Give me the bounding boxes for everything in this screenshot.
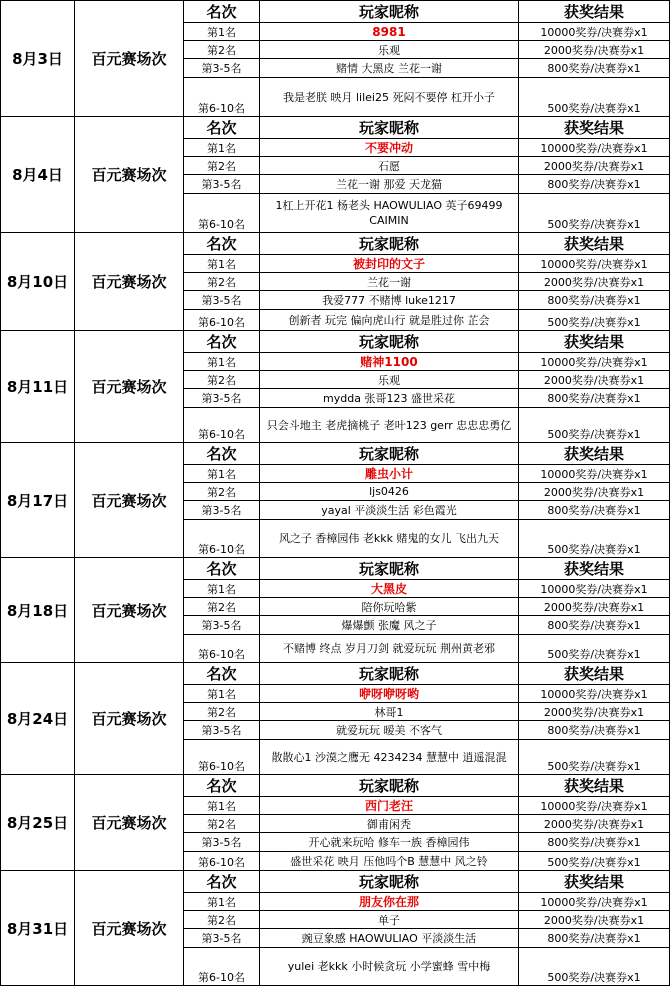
prize-cell: 800奖券/决赛券x1 xyxy=(519,616,670,635)
event-date: 8月10日 xyxy=(1,233,75,331)
prize-cell: 2000奖券/决赛券x1 xyxy=(519,815,670,833)
player-names: yayal 平淡淡生活 彩色霞光 xyxy=(260,501,519,520)
prize-cell: 800奖券/决赛券x1 xyxy=(519,501,670,520)
event-type: 百元赛场次 xyxy=(75,443,184,558)
player-names xyxy=(260,408,519,443)
prize-header: 获奖结果 xyxy=(519,233,670,255)
rank-cell: 第3-5名 xyxy=(184,929,260,948)
player-names: 我爱777 不赌博 luke1217 xyxy=(260,291,519,310)
rank-cell: 第3-5名 xyxy=(184,721,260,740)
player-names-text: 风之子 香樟园伟 老kkk 赌鬼的女儿 飞出九天 xyxy=(278,532,500,545)
rank-cell: 第1名 xyxy=(184,23,260,41)
prize-cell: 800奖券/决赛券x1 xyxy=(519,291,670,310)
event-type: 百元赛场次 xyxy=(75,1,184,117)
rank-cell: 第6-10名 xyxy=(184,740,260,775)
prize-cell: 10000奖券/决赛券x1 xyxy=(519,23,670,41)
event-header-row xyxy=(1,663,670,685)
event-header-row xyxy=(1,558,670,580)
prize-header: 获奖结果 xyxy=(519,331,670,353)
rank-cell: 第1名 xyxy=(184,465,260,483)
rank-cell: 第3-5名 xyxy=(184,833,260,852)
rank-header: 名次 xyxy=(184,331,260,353)
event-type: 百元赛场次 xyxy=(75,663,184,775)
rank-cell: 第3-5名 xyxy=(184,616,260,635)
rank-cell: 第2名 xyxy=(184,371,260,389)
event-type: 百元赛场次 xyxy=(75,871,184,986)
results-body xyxy=(1,1,670,986)
event-header-row xyxy=(1,1,670,23)
rank-cell: 第1名 xyxy=(184,797,260,815)
prize-cell: 800奖券/决赛券x1 xyxy=(519,929,670,948)
event-date: 8月17日 xyxy=(1,443,75,558)
prize-cell: 500奖券/决赛券x1 xyxy=(519,520,670,558)
player-names xyxy=(260,520,519,558)
rank-cell: 第1名 xyxy=(184,255,260,273)
player-names: 石愿 xyxy=(260,157,519,175)
prize-cell: 2000奖券/决赛券x1 xyxy=(519,41,670,59)
player-names: 乐观 xyxy=(260,371,519,389)
player-names xyxy=(260,948,519,986)
player-names: 单子 xyxy=(260,911,519,929)
event-header-row xyxy=(1,775,670,797)
rank-header: 名次 xyxy=(184,117,260,139)
prize-header: 获奖结果 xyxy=(519,558,670,580)
prize-cell: 2000奖券/决赛券x1 xyxy=(519,703,670,721)
prize-cell: 10000奖券/决赛券x1 xyxy=(519,353,670,371)
prize-header: 获奖结果 xyxy=(519,443,670,465)
player-names: 豌豆象感 HAOWULIAO 平淡淡生活 xyxy=(260,929,519,948)
prize-cell: 500奖券/决赛券x1 xyxy=(519,408,670,443)
prize-header: 获奖结果 xyxy=(519,117,670,139)
event-type: 百元赛场次 xyxy=(75,775,184,871)
prize-cell: 800奖券/决赛券x1 xyxy=(519,833,670,852)
rank-cell: 第3-5名 xyxy=(184,59,260,78)
champion-name: 被封印的文子 xyxy=(260,255,519,273)
event-date: 8月11日 xyxy=(1,331,75,443)
prize-header: 获奖结果 xyxy=(519,775,670,797)
rank-cell: 第2名 xyxy=(184,703,260,721)
rank-header: 名次 xyxy=(184,663,260,685)
prize-cell: 10000奖券/决赛券x1 xyxy=(519,893,670,911)
player-names-text: 盛世采花 映月 压他吗个B 慧慧中 风之铃 xyxy=(290,854,488,868)
event-header-row xyxy=(1,443,670,465)
player-names: 陪你玩哈紫 xyxy=(260,598,519,616)
player-names xyxy=(260,852,519,871)
prize-cell: 2000奖券/决赛券x1 xyxy=(519,273,670,291)
name-header: 玩家昵称 xyxy=(260,871,519,893)
rank-header: 名次 xyxy=(184,1,260,23)
prize-cell: 500奖券/决赛券x1 xyxy=(519,852,670,871)
event-date: 8月18日 xyxy=(1,558,75,663)
player-names-text: 我是老朕 映月 lilei25 死闷不要停 杠开小子 xyxy=(283,90,495,104)
champion-name: 不要冲动 xyxy=(260,139,519,157)
player-names xyxy=(260,740,519,775)
rank-cell: 第1名 xyxy=(184,353,260,371)
player-names-text: 不赌博 终点 岁月刀剑 就爱玩玩 荆州黄老邪 xyxy=(283,642,495,655)
player-names xyxy=(260,194,519,233)
prize-cell: 2000奖券/决赛券x1 xyxy=(519,157,670,175)
rank-cell: 第2名 xyxy=(184,598,260,616)
event-header-row xyxy=(1,233,670,255)
prize-cell: 500奖券/决赛券x1 xyxy=(519,310,670,331)
prize-cell: 800奖券/决赛券x1 xyxy=(519,175,670,194)
name-header: 玩家昵称 xyxy=(260,1,519,23)
player-names-text: 1杠上开花1 杨老头 HAOWULIAO 英子69499 CAIMIN xyxy=(275,199,503,227)
prize-cell: 10000奖券/决赛券x1 xyxy=(519,255,670,273)
event-date: 8月24日 xyxy=(1,663,75,775)
event-header-row xyxy=(1,117,670,139)
prize-cell: 2000奖券/决赛券x1 xyxy=(519,371,670,389)
player-names: 乐观 xyxy=(260,41,519,59)
rank-header: 名次 xyxy=(184,871,260,893)
player-names-text: yulei 老kkk 小时候贪玩 小学蜜蜂 雪中梅 xyxy=(287,960,491,973)
champion-name: 雕虫小计 xyxy=(260,465,519,483)
rank-header: 名次 xyxy=(184,233,260,255)
prize-cell: 10000奖券/决赛券x1 xyxy=(519,139,670,157)
rank-cell: 第1名 xyxy=(184,685,260,703)
event-header-row xyxy=(1,871,670,893)
event-date: 8月25日 xyxy=(1,775,75,871)
prize-cell: 2000奖券/决赛券x1 xyxy=(519,598,670,616)
player-names: 开心就来玩哈 修车一族 香樟园伟 xyxy=(260,833,519,852)
event-type: 百元赛场次 xyxy=(75,331,184,443)
rank-cell: 第3-5名 xyxy=(184,175,260,194)
champion-name: 8981 xyxy=(260,23,519,41)
event-type: 百元赛场次 xyxy=(75,233,184,331)
player-names: ljs0426 xyxy=(260,483,519,501)
prize-cell: 10000奖券/决赛券x1 xyxy=(519,797,670,815)
rank-cell: 第6-10名 xyxy=(184,408,260,443)
rank-cell: 第2名 xyxy=(184,911,260,929)
rank-cell: 第1名 xyxy=(184,139,260,157)
rank-cell: 第1名 xyxy=(184,893,260,911)
rank-cell: 第6-10名 xyxy=(184,310,260,331)
prize-header: 获奖结果 xyxy=(519,1,670,23)
prize-cell: 10000奖券/决赛券x1 xyxy=(519,685,670,703)
player-names: 兰花一谢 xyxy=(260,273,519,291)
rank-cell: 第2名 xyxy=(184,815,260,833)
player-names: 御甫闲秃 xyxy=(260,815,519,833)
champion-name: 大黑皮 xyxy=(260,580,519,598)
player-names-text: 创新者 玩完 偏向虎山行 就是胜过你 芷会 xyxy=(288,313,490,327)
rank-cell: 第2名 xyxy=(184,483,260,501)
name-header: 玩家昵称 xyxy=(260,663,519,685)
player-names: 就爱玩玩 暧美 不客气 xyxy=(260,721,519,740)
name-header: 玩家昵称 xyxy=(260,331,519,353)
player-names xyxy=(260,310,519,331)
rank-cell: 第1名 xyxy=(184,580,260,598)
champion-name: 赌神1100 xyxy=(260,353,519,371)
prize-cell: 500奖券/决赛券x1 xyxy=(519,948,670,986)
event-type: 百元赛场次 xyxy=(75,117,184,233)
player-names: 兰花一谢 那爱 天龙猫 xyxy=(260,175,519,194)
player-names-text: 只会斗地主 老虎摘桃子 老叶123 gerr 忠忠忠勇亿 xyxy=(266,418,512,432)
prize-cell: 500奖券/决赛券x1 xyxy=(519,194,670,233)
event-header-row xyxy=(1,331,670,353)
prize-header: 获奖结果 xyxy=(519,663,670,685)
rank-cell: 第2名 xyxy=(184,273,260,291)
rank-cell: 第6-10名 xyxy=(184,194,260,233)
player-names: 赌情 大黑皮 兰花一谢 xyxy=(260,59,519,78)
prize-cell: 2000奖券/决赛券x1 xyxy=(519,483,670,501)
player-names-text: 散散心1 沙漠之鹰无 4234234 慧慧中 逍遥混混 xyxy=(271,750,507,764)
rank-header: 名次 xyxy=(184,775,260,797)
prize-cell: 2000奖券/决赛券x1 xyxy=(519,911,670,929)
name-header: 玩家昵称 xyxy=(260,558,519,580)
prize-cell: 10000奖券/决赛券x1 xyxy=(519,465,670,483)
prize-cell: 500奖券/决赛券x1 xyxy=(519,635,670,663)
name-header: 玩家昵称 xyxy=(260,117,519,139)
prize-cell: 10000奖券/决赛券x1 xyxy=(519,580,670,598)
rank-cell: 第2名 xyxy=(184,157,260,175)
rank-header: 名次 xyxy=(184,558,260,580)
name-header: 玩家昵称 xyxy=(260,775,519,797)
player-names xyxy=(260,78,519,117)
rank-cell: 第6-10名 xyxy=(184,948,260,986)
rank-cell: 第6-10名 xyxy=(184,852,260,871)
champion-name: 朋友你在那 xyxy=(260,893,519,911)
champion-name: 咿呀咿呀哟 xyxy=(260,685,519,703)
prize-cell: 800奖券/决赛券x1 xyxy=(519,721,670,740)
player-names: 爆爆颤 张魔 风之子 xyxy=(260,616,519,635)
player-names: 林哥1 xyxy=(260,703,519,721)
name-header: 玩家昵称 xyxy=(260,233,519,255)
event-date: 8月3日 xyxy=(1,1,75,117)
prize-cell: 500奖券/决赛券x1 xyxy=(519,740,670,775)
prize-cell: 500奖券/决赛券x1 xyxy=(519,78,670,117)
rank-cell: 第2名 xyxy=(184,41,260,59)
rank-cell: 第3-5名 xyxy=(184,291,260,310)
rank-header: 名次 xyxy=(184,443,260,465)
player-names xyxy=(260,635,519,663)
champion-name: 西门老汪 xyxy=(260,797,519,815)
event-date: 8月31日 xyxy=(1,871,75,986)
rank-cell: 第6-10名 xyxy=(184,635,260,663)
event-type: 百元赛场次 xyxy=(75,558,184,663)
prize-cell: 800奖券/决赛券x1 xyxy=(519,389,670,408)
event-date: 8月4日 xyxy=(1,117,75,233)
name-header: 玩家昵称 xyxy=(260,443,519,465)
prize-cell: 800奖券/决赛券x1 xyxy=(519,59,670,78)
rank-cell: 第6-10名 xyxy=(184,78,260,117)
prize-header: 获奖结果 xyxy=(519,871,670,893)
player-names: mydda 张哥123 盛世采花 xyxy=(260,389,519,408)
rank-cell: 第3-5名 xyxy=(184,389,260,408)
rank-cell: 第6-10名 xyxy=(184,520,260,558)
rank-cell: 第3-5名 xyxy=(184,501,260,520)
